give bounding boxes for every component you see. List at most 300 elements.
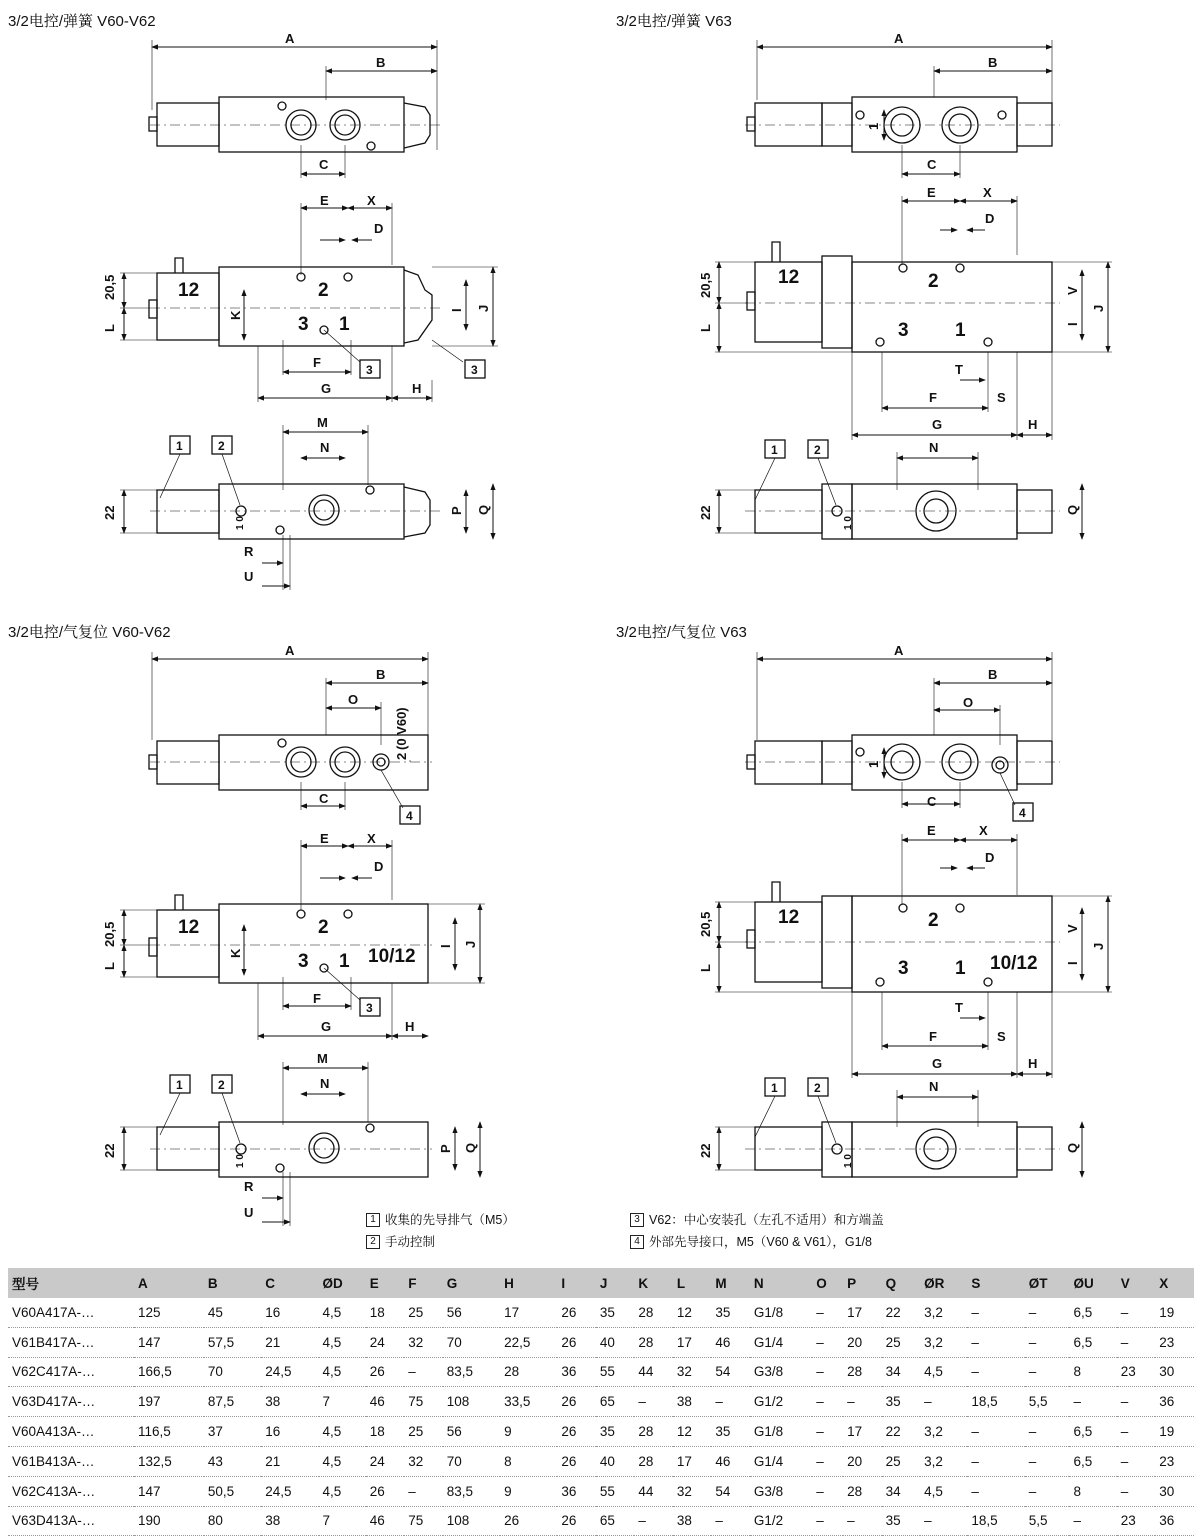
- section-title-2: 3/2电控/弹簧 V63: [616, 13, 732, 30]
- dim-label-x: X: [367, 831, 376, 846]
- dim-label-i: I: [1065, 961, 1080, 965]
- table-cell: 25: [404, 1417, 443, 1447]
- callout-2: 2: [814, 1081, 821, 1095]
- dim-label-q: Q: [476, 504, 491, 515]
- table-cell: 21: [261, 1446, 318, 1476]
- table-cell: –: [1117, 1387, 1156, 1417]
- table-cell: 28: [500, 1357, 557, 1387]
- switch-label: 1 0: [235, 516, 246, 530]
- table-cell: 26: [557, 1446, 596, 1476]
- table-cell: 56: [443, 1417, 500, 1447]
- table-cell: 23: [1155, 1327, 1194, 1357]
- table-cell: 28: [634, 1327, 673, 1357]
- drawing-3-bottom-view: [120, 1062, 480, 1226]
- callout-3: 3: [366, 1001, 373, 1015]
- table-cell: –: [1117, 1446, 1156, 1476]
- table-cell: –: [920, 1506, 967, 1536]
- switch-label: 1 0: [843, 516, 854, 530]
- table-header-cell: 型号: [12, 1277, 39, 1292]
- table-cell: 38: [261, 1506, 318, 1536]
- table-cell: 4,5: [319, 1446, 366, 1476]
- dim-label-s: S: [997, 390, 1006, 405]
- model-cell: V60A413A-…: [8, 1417, 134, 1447]
- table-cell: 18: [366, 1417, 405, 1447]
- table-cell: 44: [634, 1476, 673, 1506]
- port-label-12: 12: [778, 267, 800, 288]
- table-cell: 26: [557, 1387, 596, 1417]
- table-cell: 26: [366, 1476, 405, 1506]
- dim-label-205: 20,5: [102, 921, 117, 947]
- table-cell: –: [634, 1387, 673, 1417]
- table-cell: 36: [1155, 1506, 1194, 1536]
- dim-label-r: R: [244, 544, 254, 559]
- table-cell: 23: [1117, 1357, 1156, 1387]
- port-label-3: 3: [898, 320, 909, 341]
- table-cell: –: [1025, 1357, 1070, 1387]
- dim-label-b: B: [988, 55, 998, 70]
- table-cell: 36: [557, 1476, 596, 1506]
- dim-label-n: N: [320, 1076, 330, 1091]
- dim-label-n: N: [320, 440, 330, 455]
- table-cell: 6,5: [1069, 1417, 1116, 1447]
- table-cell: 38: [261, 1387, 318, 1417]
- dim-label-t: T: [955, 1000, 963, 1015]
- dim-label-i: I: [449, 308, 464, 312]
- table-cell: –: [812, 1506, 843, 1536]
- port-label-12: 12: [778, 907, 800, 928]
- table-cell: 6,5: [1069, 1298, 1116, 1327]
- port-label-3: 3: [298, 314, 309, 335]
- note-number: 1: [366, 1213, 380, 1227]
- drawing-3-side-view: [120, 840, 485, 1040]
- table-cell: 24,5: [261, 1476, 318, 1506]
- dim-label-b: B: [376, 55, 386, 70]
- section-title-4: 3/2电控/气复位 V63: [616, 624, 747, 641]
- dim-label-q: Q: [1065, 504, 1080, 515]
- dim-label-p: P: [438, 1144, 453, 1153]
- table-cell: –: [1025, 1446, 1070, 1476]
- dim-label-i: I: [1065, 322, 1080, 326]
- note-item: [366, 1209, 515, 1231]
- dim-label-d: D: [985, 211, 995, 226]
- table-cell: 35: [596, 1417, 635, 1447]
- table-cell: –: [967, 1327, 1024, 1357]
- table-cell: 16: [261, 1417, 318, 1447]
- table-cell: 75: [404, 1506, 443, 1536]
- dim-label-l: L: [698, 964, 713, 972]
- section-title-1: 3/2电控/弹簧 V60-V62: [8, 13, 156, 30]
- switch-label: 1 0: [235, 1154, 246, 1168]
- table-cell: 18,5: [967, 1506, 1024, 1536]
- dim-label-q: Q: [1065, 1142, 1080, 1153]
- table-cell: –: [812, 1476, 843, 1506]
- dim-label-u: U: [244, 1205, 254, 1220]
- dim-label-2: 2: [394, 752, 409, 760]
- table-header-cell: Q: [885, 1275, 897, 1291]
- table-cell: 70: [204, 1357, 261, 1387]
- table-cell: 7: [319, 1387, 366, 1417]
- table-cell: –: [967, 1298, 1024, 1327]
- table-cell: 35: [596, 1298, 635, 1327]
- note-item: [630, 1209, 884, 1231]
- table-cell: 26: [557, 1506, 596, 1536]
- dim-label-22: 22: [698, 1143, 713, 1158]
- table-cell: 50,5: [204, 1476, 261, 1506]
- table-cell: 6,5: [1069, 1446, 1116, 1476]
- dim-label-e: E: [320, 193, 329, 208]
- table-cell: 197: [134, 1387, 204, 1417]
- table-cell: 25: [882, 1327, 921, 1357]
- table-cell: 34: [882, 1476, 921, 1506]
- table-header-cell: B: [207, 1275, 218, 1291]
- table-cell: 57,5: [204, 1327, 261, 1357]
- dim-label-n: N: [929, 1079, 939, 1094]
- dim-label-l: L: [102, 324, 117, 332]
- model-cell: V62C417A-…: [8, 1357, 134, 1387]
- table-cell: 4,5: [319, 1476, 366, 1506]
- dim-label-h: H: [412, 381, 422, 396]
- table-cell: 35: [711, 1417, 750, 1447]
- model-cell: V61B417A-…: [8, 1327, 134, 1357]
- table-header-cell: S: [971, 1275, 981, 1291]
- table-cell: 3,2: [920, 1417, 967, 1447]
- table-row: [8, 1327, 1194, 1357]
- table-cell: 38: [673, 1506, 712, 1536]
- table-cell: 3,2: [920, 1446, 967, 1476]
- table-cell: 147: [134, 1327, 204, 1357]
- table-cell: 24: [366, 1446, 405, 1476]
- port-label-1: 1: [339, 951, 350, 972]
- callout-2: 2: [218, 439, 225, 453]
- callout-2: 2: [218, 1078, 225, 1092]
- dim-label-k: K: [228, 310, 243, 320]
- dim-label-s: S: [997, 1029, 1006, 1044]
- table-body: [8, 1298, 1194, 1536]
- table-cell: 70: [443, 1327, 500, 1357]
- table-cell: 55: [596, 1476, 635, 1506]
- table-cell: 28: [634, 1417, 673, 1447]
- table-cell: 32: [673, 1357, 712, 1387]
- dim-label-c: C: [319, 157, 329, 172]
- callout-1: 1: [176, 1078, 183, 1092]
- table-cell: 24,5: [261, 1357, 318, 1387]
- table-cell: 4,5: [319, 1298, 366, 1327]
- dim-label-v: V: [1065, 924, 1080, 933]
- table-cell: 28: [634, 1446, 673, 1476]
- dim-label-22: 22: [102, 1143, 117, 1158]
- table-cell: 55: [596, 1357, 635, 1387]
- table-cell: 8: [500, 1446, 557, 1476]
- table-cell: 17: [500, 1298, 557, 1327]
- table-cell: –: [711, 1387, 750, 1417]
- table-cell: 65: [596, 1387, 635, 1417]
- dim-label-a: A: [894, 31, 904, 46]
- dim-label-o: O: [963, 695, 974, 710]
- table-header-cell: M: [715, 1275, 727, 1291]
- table-cell: –: [1069, 1387, 1116, 1417]
- table-header-cell: P: [847, 1275, 857, 1291]
- switch-label: 1 0: [843, 1154, 854, 1168]
- table-cell: 9: [500, 1476, 557, 1506]
- table-cell: –: [812, 1417, 843, 1447]
- table-cell: 40: [596, 1446, 635, 1476]
- drawing-3-top-view: [149, 652, 432, 824]
- dim-label-x: X: [983, 185, 992, 200]
- table-header-cell: F: [408, 1275, 417, 1291]
- table-cell: –: [967, 1357, 1024, 1387]
- table-cell: 26: [557, 1417, 596, 1447]
- table-cell: 17: [843, 1417, 882, 1447]
- dim-label-e: E: [927, 823, 936, 838]
- drawing-2-side-view: [715, 196, 1112, 440]
- table-cell: 116,5: [134, 1417, 204, 1447]
- table-cell: 3,2: [920, 1327, 967, 1357]
- table-cell: 4,5: [319, 1417, 366, 1447]
- table-cell: 80: [204, 1506, 261, 1536]
- dim-label-a: A: [285, 31, 295, 46]
- table-cell: 4,5: [319, 1327, 366, 1357]
- table-header-cell: ØR: [924, 1275, 945, 1291]
- table-cell: 28: [843, 1476, 882, 1506]
- dim-label-i: I: [438, 944, 453, 948]
- callout-1: 1: [771, 443, 778, 457]
- table-cell: 6,5: [1069, 1327, 1116, 1357]
- drawing-1-side-view: [120, 203, 498, 402]
- dim-label-g: G: [932, 417, 943, 432]
- dim-label-x: X: [367, 193, 376, 208]
- dim-label-22: 22: [102, 505, 117, 520]
- table-cell: 30: [1155, 1476, 1194, 1506]
- dim-label-c: C: [927, 794, 937, 809]
- table-cell: –: [843, 1506, 882, 1536]
- table-cell: –: [711, 1506, 750, 1536]
- table-header-cell: G: [446, 1275, 458, 1291]
- drawing-2-top-view: [745, 40, 1060, 178]
- dim-label-l: L: [698, 324, 713, 332]
- port-label-2: 2: [318, 917, 329, 938]
- note-number: 3: [630, 1213, 644, 1227]
- table-cell: 17: [673, 1446, 712, 1476]
- table-cell: 37: [204, 1417, 261, 1447]
- dim-label-l: L: [102, 962, 117, 970]
- table-cell: –: [812, 1327, 843, 1357]
- dim-label-q: Q: [463, 1142, 478, 1153]
- port-label-2: 2: [928, 910, 939, 931]
- table-cell: –: [404, 1357, 443, 1387]
- dim-label-v60: (0 V60): [394, 707, 409, 750]
- table-cell: G3/8: [750, 1476, 812, 1506]
- table-cell: G1/8: [750, 1417, 812, 1447]
- table-header-cell: ØU: [1073, 1275, 1094, 1291]
- table-header-cell: E: [369, 1275, 379, 1291]
- table-cell: 8: [1069, 1476, 1116, 1506]
- table-row: [8, 1476, 1194, 1506]
- table-cell: 12: [673, 1417, 712, 1447]
- table-cell: –: [812, 1357, 843, 1387]
- table-cell: 36: [557, 1357, 596, 1387]
- table-cell: –: [812, 1298, 843, 1327]
- dim-label-22: 22: [698, 505, 713, 520]
- table-cell: 32: [404, 1327, 443, 1357]
- callout-3: 3: [366, 363, 373, 377]
- table-cell: 21: [261, 1327, 318, 1357]
- table-cell: 17: [843, 1298, 882, 1327]
- port-label-1: 1: [955, 320, 966, 341]
- table-cell: 108: [443, 1387, 500, 1417]
- dim-label-n: N: [929, 440, 939, 455]
- table-header-cell: ØT: [1028, 1275, 1048, 1291]
- table-cell: 44: [634, 1357, 673, 1387]
- dim-label-t: 1: [866, 760, 881, 768]
- dim-label-u: U: [244, 569, 254, 584]
- table-cell: 28: [843, 1357, 882, 1387]
- dim-label-f: F: [313, 355, 321, 370]
- table-cell: –: [1025, 1298, 1070, 1327]
- model-cell: V63D417A-…: [8, 1387, 134, 1417]
- notes-right: [630, 1209, 884, 1253]
- dim-label-205: 20,5: [698, 272, 713, 298]
- note-text: 手动控制: [385, 1235, 436, 1249]
- dim-label-f: F: [929, 390, 937, 405]
- table-cell: 65: [596, 1506, 635, 1536]
- drawing-1-top-view: [149, 40, 440, 178]
- dim-label-f: F: [929, 1029, 937, 1044]
- table-cell: 54: [711, 1476, 750, 1506]
- dim-label-j: J: [1091, 304, 1106, 312]
- table-cell: –: [812, 1387, 843, 1417]
- table-row: [8, 1446, 1194, 1476]
- table-header-cell: L: [676, 1275, 686, 1291]
- port-label-2: 2: [928, 271, 939, 292]
- table-cell: 70: [443, 1446, 500, 1476]
- table-cell: 35: [882, 1387, 921, 1417]
- table-row: [8, 1506, 1194, 1536]
- dim-label-p: P: [449, 506, 464, 515]
- table-header-cell: I: [561, 1275, 566, 1291]
- table-header-cell: O: [816, 1275, 827, 1291]
- table-cell: 40: [596, 1327, 635, 1357]
- dim-label-g: G: [321, 1019, 332, 1034]
- table-cell: 43: [204, 1446, 261, 1476]
- table-cell: –: [1069, 1506, 1116, 1536]
- drawing-4-top-view: [745, 652, 1060, 821]
- table-cell: –: [967, 1446, 1024, 1476]
- table-cell: 33,5: [500, 1387, 557, 1417]
- table-cell: –: [843, 1387, 882, 1417]
- table-cell: 46: [366, 1506, 405, 1536]
- table-cell: –: [967, 1476, 1024, 1506]
- dim-label-g: G: [932, 1056, 943, 1071]
- table-cell: 24: [366, 1327, 405, 1357]
- table-cell: 19: [1155, 1298, 1194, 1327]
- table-cell: 35: [711, 1298, 750, 1327]
- table-cell: 20: [843, 1446, 882, 1476]
- dim-label-k: K: [228, 948, 243, 958]
- table-header-cell: J: [599, 1275, 608, 1291]
- dim-label-j: J: [463, 940, 478, 948]
- table-cell: –: [1117, 1298, 1156, 1327]
- table-cell: 4,5: [920, 1476, 967, 1506]
- table-header-cell: H: [504, 1275, 514, 1291]
- table-cell: 132,5: [134, 1446, 204, 1476]
- dim-label-c: C: [319, 791, 329, 806]
- dim-label-h: H: [1028, 1056, 1038, 1071]
- dim-label-e: E: [927, 185, 936, 200]
- callout-1: 1: [176, 439, 183, 453]
- port-label-1012: 10/12: [990, 953, 1038, 974]
- table-cell: 46: [366, 1387, 405, 1417]
- table-cell: G1/8: [750, 1298, 812, 1327]
- table-cell: –: [404, 1476, 443, 1506]
- table-cell: 35: [882, 1506, 921, 1536]
- dim-label-a: A: [894, 643, 904, 658]
- note-number: 2: [366, 1235, 380, 1249]
- table-cell: 12: [673, 1298, 712, 1327]
- table-cell: 20: [843, 1327, 882, 1357]
- callout-4: 4: [1019, 806, 1026, 820]
- table-cell: –: [1117, 1476, 1156, 1506]
- table-header-cell: ØD: [322, 1275, 343, 1291]
- table-cell: –: [967, 1417, 1024, 1447]
- table-cell: 19: [1155, 1417, 1194, 1447]
- table-cell: 75: [404, 1387, 443, 1417]
- table-cell: 3,2: [920, 1298, 967, 1327]
- callout-3b: 3: [471, 363, 478, 377]
- table-row: [8, 1357, 1194, 1387]
- dim-label-c: C: [927, 157, 937, 172]
- callout-2: 2: [814, 443, 821, 457]
- table-cell: –: [1025, 1476, 1070, 1506]
- table-cell: –: [1117, 1327, 1156, 1357]
- table-cell: –: [1025, 1417, 1070, 1447]
- table-header-cell: C: [265, 1275, 275, 1291]
- table-cell: 34: [882, 1357, 921, 1387]
- model-cell: V61B413A-…: [8, 1446, 134, 1476]
- dim-label-h: H: [1028, 417, 1038, 432]
- dim-label-d: D: [374, 859, 384, 874]
- table-cell: G3/8: [750, 1357, 812, 1387]
- table-cell: 4,5: [920, 1357, 967, 1387]
- table-header-row: [8, 1268, 1194, 1298]
- port-label-1012: 10/12: [368, 946, 416, 967]
- table-cell: 45: [204, 1298, 261, 1327]
- table-cell: 22: [882, 1298, 921, 1327]
- note-item: [630, 1231, 884, 1253]
- dim-label-m: M: [317, 415, 328, 430]
- dim-label-b: B: [988, 667, 998, 682]
- table-cell: 25: [404, 1298, 443, 1327]
- table-cell: 26: [366, 1357, 405, 1387]
- dim-label-a: A: [285, 643, 295, 658]
- table-cell: 4,5: [319, 1357, 366, 1387]
- table-cell: 54: [711, 1357, 750, 1387]
- table-row: [8, 1417, 1194, 1447]
- table-cell: 22,5: [500, 1327, 557, 1357]
- dim-label-t: T: [955, 362, 963, 377]
- dim-label-v: V: [1065, 286, 1080, 295]
- table-cell: 46: [711, 1446, 750, 1476]
- note-text: 收集的先导排气（M5）: [385, 1213, 515, 1227]
- table-cell: 56: [443, 1298, 500, 1327]
- table-cell: 23: [1155, 1446, 1194, 1476]
- table-cell: 28: [634, 1298, 673, 1327]
- model-cell: V60A417A-…: [8, 1298, 134, 1327]
- table-cell: 46: [711, 1327, 750, 1357]
- dim-label-x: X: [979, 823, 988, 838]
- note-number: 4: [630, 1235, 644, 1249]
- table-cell: 87,5: [204, 1387, 261, 1417]
- table-cell: 108: [443, 1506, 500, 1536]
